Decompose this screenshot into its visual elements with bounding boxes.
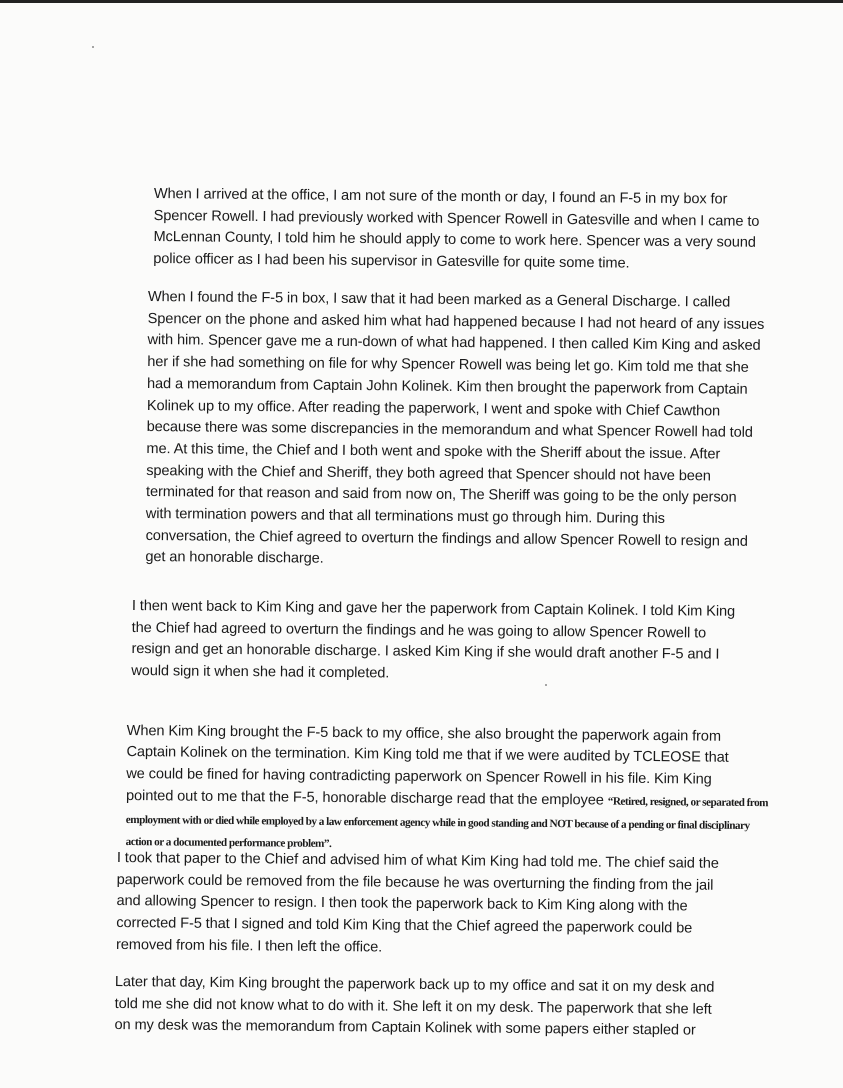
paragraph-general-discharge: When I found the F-5 in box, I saw that it had been marked as a General Discharge. I called Spencer on the phone and asked him what had happened because I had not heard of any issues with him. Spencer gave me a run-down of what had happened. I then called Kim King and asked her if she had something on file for why Spencer Rowell was being let go. Kim told me that she had a memorandum from Captain John Kolinek. Kim then brought the paperwork from Captain Kolinek up to my office. After reading the paperwork, I went and spoke with Chief Cawthon because there was some discrepancies in the memorandum and what Spencer Rowell had told me. At this time, the Chief and I both went and spoke with the Sheriff about the issue. After speaking with the Chief and Sheriff, they both agreed that Spencer should not have been terminated for that reason and said from now on, The Sheriff was going to be the only person with termination powers and that all terminations must go through him. During this conversation, the Chief agreed to overturn the findings and allow Spencer Rowell to resign and get an honorable discharge. — [145, 288, 765, 568]
paragraph-arrival: When I arrived at the office, I am not sure of the month or day, I found an F-5 in my box for Spencer Rowell. I had previously worked with Spencer Rowell in Gatesville and when I came to McLennan County, I told him he should apply to come to work here. Spencer was a very sound police officer as I had been his supervisor in Gatesville for quite some time. — [153, 185, 760, 272]
paragraph-removed-from-file: I took that paper to the Chief and advised him of what Kim King had told me. The chief said the paperwork could be removed from the file because he was overturning the finding from the jail and allowing Spencer to resign. I then took the paperwork back to Kim King along with the corrected F-5 that I signed and told Kim King that the Chief agreed the paperwork could be removed from his file. I then left the office. — [115, 849, 719, 956]
paragraph-tcleose-text: When Kim King brought the F-5 back to my office, she also brought the paperwork again from Captain Kolinek on the termination. Kim King told me that if we were audited by TCLEOSE that we could be fined for having contradicting paperwork on Spencer Rowell in his file. Kim King pointed out to me that the F-5, honorable discharge read that the employee — [125, 722, 729, 809]
paragraph-later-that-day: Later that day, Kim King brought the paperwork back up to my office and sat it on my desk and told me she did not know what to do with it. She left it on my desk. The paperwork that she left on my desk was the memorandum from Captain Kolinek with some papers either stapled or — [114, 973, 715, 1039]
f5-quote: “Retired, resigned, or separated from employment with or died while employed by a law enforcement agency while in good standing and NOT because of a pending or final disciplinary action or a documented performance problem”. — [125, 795, 769, 851]
paragraph-back-to-kim: I then went back to Kim King and gave her the paperwork from Captain Kolinek. I told Kim King the Chief had agreed to overturn the findings and he was going to allow Spencer Rowell to resign and get an honorable discharge. I asked Kim King if she would draft another F-5 and I would sign it when she had it completed. — [131, 597, 736, 682]
paragraph-tcleose — [126, 699, 777, 860]
